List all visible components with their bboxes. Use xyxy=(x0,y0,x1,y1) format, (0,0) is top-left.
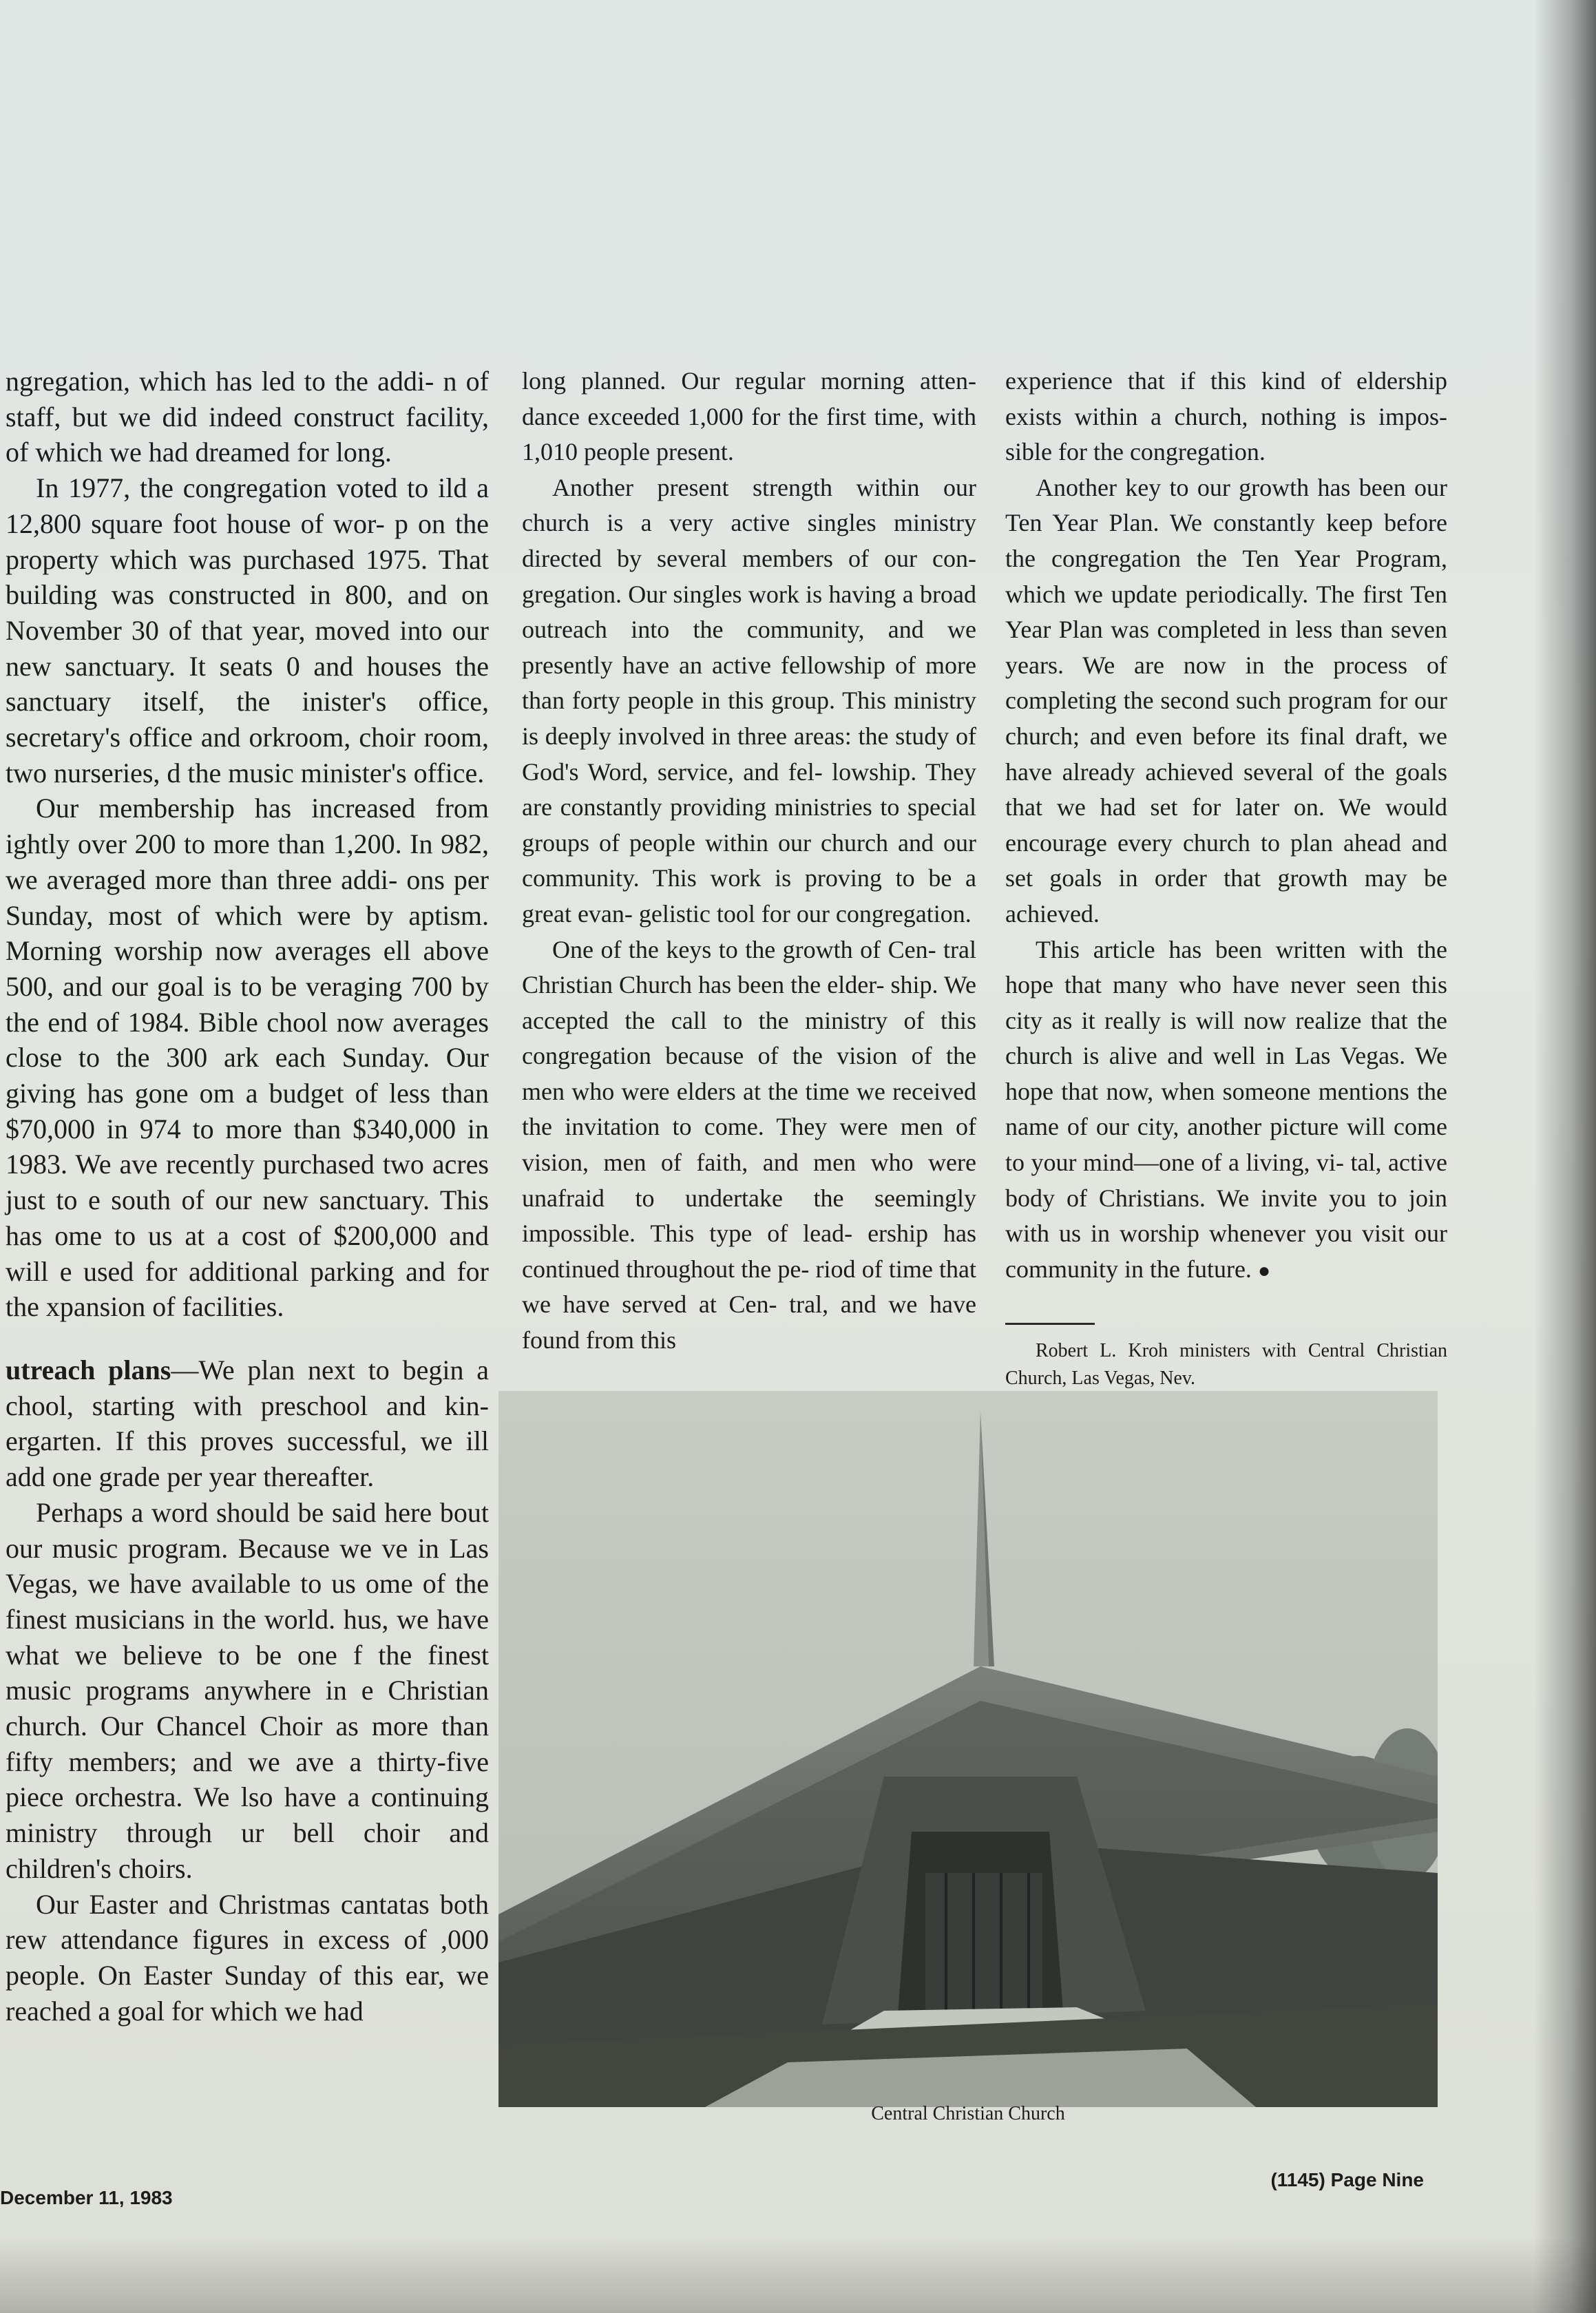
col1-paragraph-6: Our Easter and Christmas cantatas both rew attendance figures in excess of ,000 people. On Easter Sunday of this ear, we reached a goal for which we had xyxy=(6,1888,489,2027)
church-photo xyxy=(498,1391,1438,2107)
outreach-text: —We plan next to begin a chool, starting with preschool and kin- ergarten. If this proves successful, we ill add one grade per year thereafter. xyxy=(6,1354,489,1493)
page-number: (1145) Page Nine xyxy=(1270,2169,1424,2190)
col2-paragraph-3: One of the keys to the growth of Cen- tral Christian Church has been the elder- ship. We accepted the call to the ministry of this congregation because of the vision of the men who were elders at the time we received the invitation to come. They were men of vision, men of faith, and men who were unafraid to undertake the seemingly impossible. This type of lead- ership has continued throughout the pe- riod of time that we have served at Cen- tral, and we have found from this xyxy=(522,935,976,1354)
col1-paragraph-1: ngregation, which has led to the addi- n of staff, but we did indeed construct facility, of which we had dreamed for long. xyxy=(6,366,489,468)
byline-rule xyxy=(1005,1323,1095,1325)
col1-paragraph-2: In 1977, the congregation voted to ild a 12,800 square foot house of wor- p on the property which was purchased 1975. That building was constructed in 800, and on November 30 of that year, moved into our new sanctuary. It seats 0 and houses the sanctuary itself, the inister's office, secretary's office and orkroom, choir room, two nurseries, d the music minister's office. xyxy=(6,472,489,788)
col1-paragraph-5: Perhaps a word should be said here bout our music program. Because we ve in Las Vegas, we have available to us ome of the finest musicians in the world. hus, we have what we believe to be one f the finest music programs anywhere in e Christian church. Our Chancel Choir as more than fifty members; and we ave a thirty-five piece orchestra. We lso have a continuing ministry through ur bell choir and children's choirs. xyxy=(6,1496,489,1884)
author-byline: Robert L. Kroh ministers with Central Christian Church, Las Vegas, Nev. xyxy=(1005,1340,1447,1390)
col3-paragraph-2: Another key to our growth has been our Ten Year Plan. We constantly keep before the congregation the Ten Year Program, which we update periodically. The first Ten Year Plan was completed in less than seven years. We are now in the process of completing the second such program for our church; and even before its final draft, we have already achieved several of the goals that we had set for later on. We would encourage every church to plan ahead and set goals in order that growth may be achieved. xyxy=(1005,473,1447,928)
page-edge-shadow xyxy=(1534,0,1596,2313)
issue-date: December 11, 1983 xyxy=(0,2187,173,2208)
col3-paragraph-3-text: This article has been written with the hope that many who have never seen this city as it really is will now realize that the church is alive and well in Las Vegas. We hope that now, when someone mentions the name of our city, another picture will come to your mind—one of a living, vi- tal, active body of Christians. We invite you to join with us in worship whenever you visit our community in the future. xyxy=(1005,935,1447,1283)
photo-caption: Central Christian Church xyxy=(871,2103,1065,2124)
outreach-heading: utreach plans xyxy=(6,1354,171,1385)
page-bottom-shadow xyxy=(0,2237,1596,2313)
article-column-1 xyxy=(6,364,489,2029)
col1-outreach-paragraph xyxy=(6,1352,489,1495)
end-of-article-mark: ● xyxy=(1257,1259,1271,1282)
col1-paragraph-3: Our membership has increased from ightly over 200 to more than 1,200. In 982, we averaged more than three addi- ons per Sunday, most of which were by aptism. Morning worship now averages ell above 500, and our goal is to be veraging 700 by the end of 1984. Bible chool now averages close to the 300 ark each Sunday. Our giving has gone om a budget of less than $70,000 in 974 to more than $340,000 in 1983. We ave recently purchased two acres just to e south of our new sanctuary. This has ome to us at a cost of $200,000 and will e used for additional parking and for the xpansion of facilities. xyxy=(6,793,489,1323)
col2-paragraph-1: long planned. Our regular morning atten- dance exceeded 1,000 for the first time, with 1,010 people present. xyxy=(522,367,976,466)
col3-paragraph-3 xyxy=(1005,932,1447,1289)
col3-paragraph-1: experience that if this kind of eldership exists within a church, nothing is impos- sible for the congregation. xyxy=(1005,367,1447,466)
article-column-2 xyxy=(522,364,976,1359)
article-column-3 xyxy=(1005,364,1447,1392)
col2-paragraph-2: Another present strength within our church is a very active singles ministry directed by several members of our con- gregation. Our singles work is having a broad outreach into the community, and we presently have an active fellowship of more than forty people in this group. This ministry is deeply involved in three areas: the study of God's Word, service, and fel- lowship. They are constantly providing ministries to special groups of people within our church and our community. This work is proving to be a great evan- gelistic tool for our congregation. xyxy=(522,473,976,928)
